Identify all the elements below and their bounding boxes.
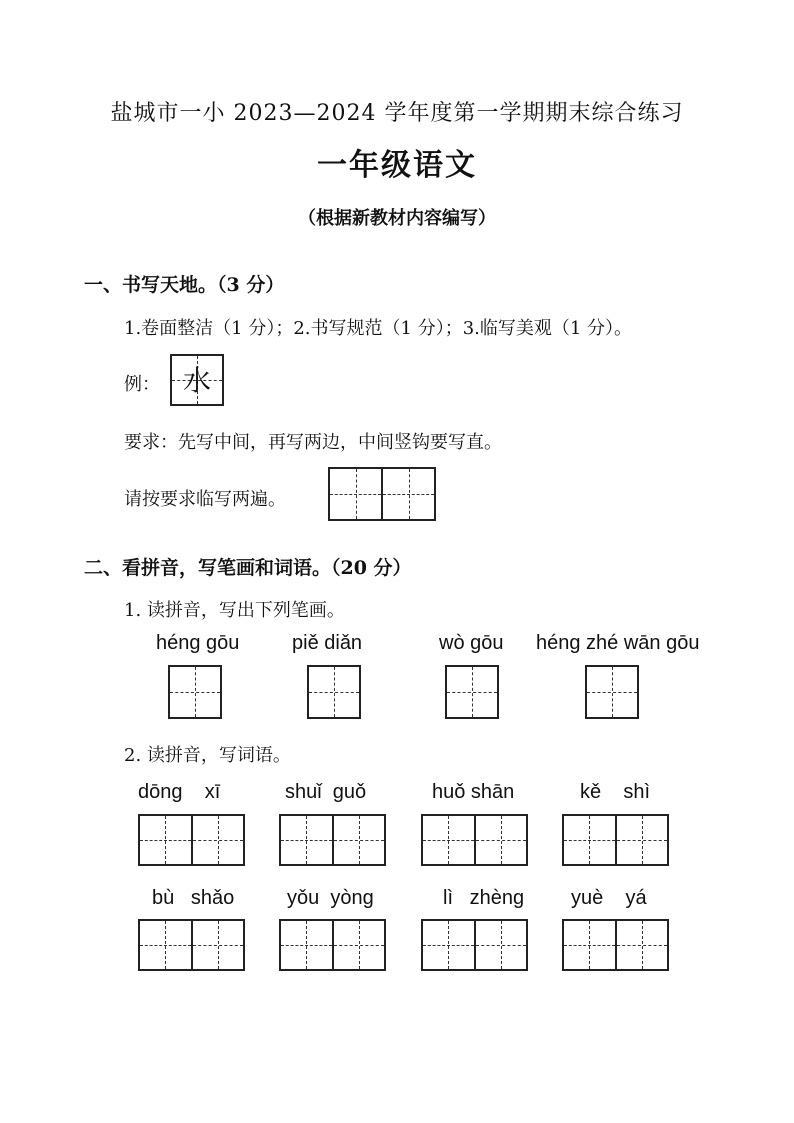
- stroke-box-2[interactable]: [307, 665, 361, 719]
- practice-writing-box[interactable]: [328, 467, 436, 521]
- section1-criteria: 1.卷面整洁（1 分）；2.书写规范（1 分）；3.临写美观（1 分）。: [124, 318, 633, 339]
- stroke-box-1[interactable]: [168, 665, 222, 719]
- word-box-2[interactable]: [279, 814, 386, 866]
- stroke-pinyin-3: wò gōu: [439, 632, 504, 654]
- stroke-box-4[interactable]: [585, 665, 639, 719]
- word-pinyin-1: dōng xī: [138, 781, 221, 803]
- example-char-box: [170, 354, 224, 406]
- example-label: 例：: [124, 374, 160, 395]
- word-pinyin-5: bù shǎo: [152, 887, 235, 909]
- word-pinyin-7: lì zhèng: [443, 887, 525, 909]
- stroke-pinyin-2: piě diǎn: [292, 632, 363, 654]
- page-subtitle: （根据新教材内容编写）: [298, 208, 496, 229]
- example-char: 水: [182, 364, 211, 397]
- page-title: 一年级语文: [317, 148, 477, 183]
- word-pinyin-3: huǒ shān: [432, 781, 515, 803]
- practice-label: 请按要求临写两遍。: [124, 489, 286, 510]
- word-box-5[interactable]: [138, 919, 245, 971]
- word-box-6[interactable]: [279, 919, 386, 971]
- strokes-instruction: 1. 读拼音，写出下列笔画。: [124, 600, 345, 621]
- word-pinyin-2: shuǐ guǒ: [285, 781, 367, 803]
- word-box-4[interactable]: [562, 814, 669, 866]
- stroke-pinyin-1: héng gōu: [156, 632, 240, 654]
- word-pinyin-4: kě shì: [580, 781, 651, 803]
- word-pinyin-6: yǒu yòng: [287, 887, 374, 909]
- stroke-pinyin-4: héng zhé wān gōu: [536, 632, 700, 654]
- word-pinyin-8: yuè yá: [571, 887, 647, 909]
- section1-requirement: 要求：先写中间，再写两边，中间竖钩要写直。: [124, 432, 502, 453]
- section1-heading: 一、书写天地。（3 分）: [84, 274, 285, 296]
- section2-heading: 二、看拼音，写笔画和词语。（20 分）: [84, 557, 412, 579]
- word-box-8[interactable]: [562, 919, 669, 971]
- exam-header: 盐城市一小 2023—2024 学年度第一学期期末综合练习: [110, 101, 684, 126]
- word-box-3[interactable]: [421, 814, 528, 866]
- word-box-1[interactable]: [138, 814, 245, 866]
- word-box-7[interactable]: [421, 919, 528, 971]
- stroke-box-3[interactable]: [445, 665, 499, 719]
- words-instruction: 2. 读拼音，写词语。: [124, 745, 291, 766]
